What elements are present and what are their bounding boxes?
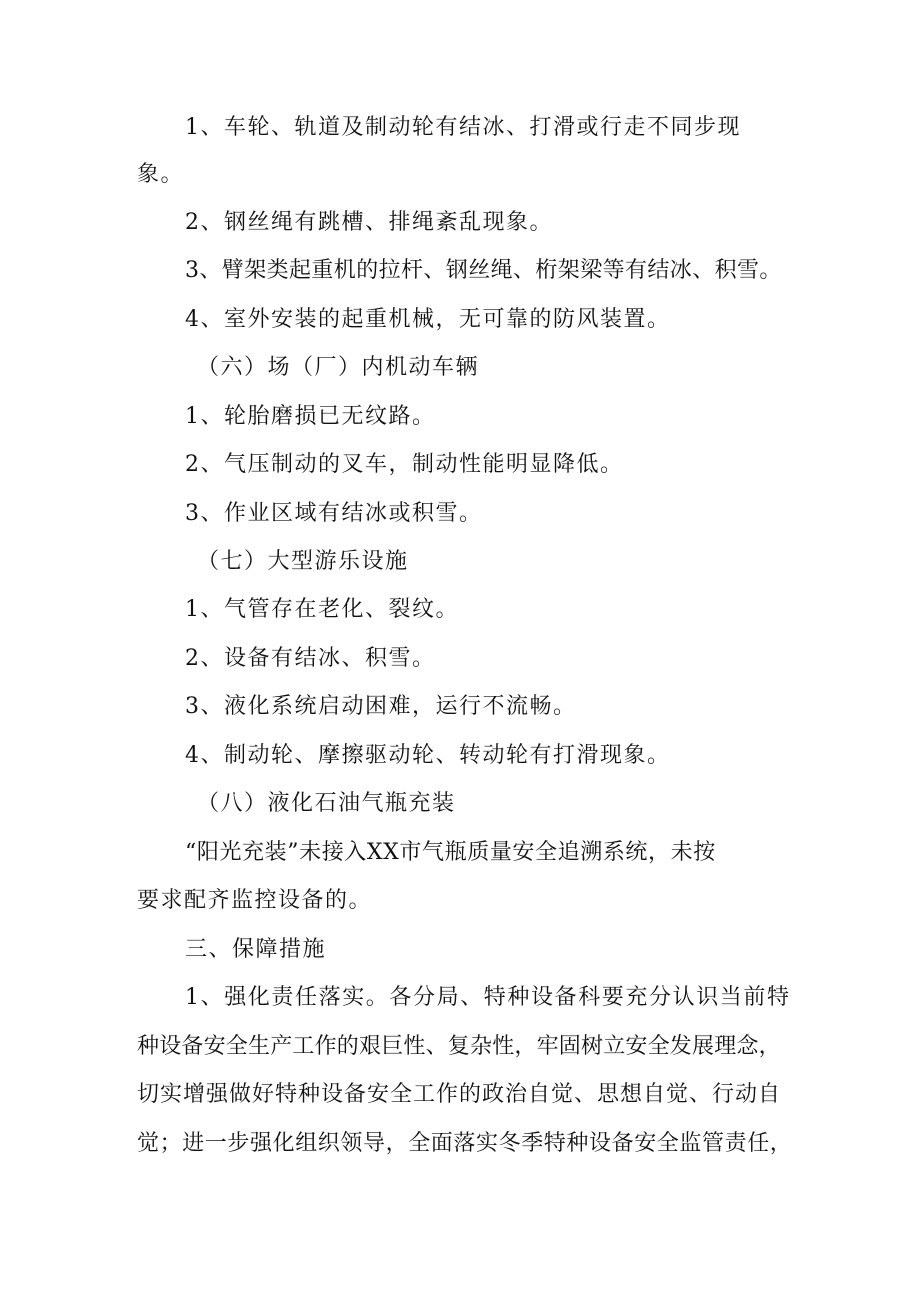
paragraph-line: 4、制动轮、摩擦驱动轮、转动轮有打滑现象。 [185, 743, 671, 768]
paragraph-line: 3、臂架类起重机的拉杆、钢丝绳、桁架梁等有结冰、积雪。 [185, 258, 782, 283]
paragraph-line: 象。 [137, 162, 185, 187]
paragraph-line: 3、液化系统启动困难，运行不流畅。 [185, 694, 577, 719]
paragraph-line: 4、室外安装的起重机械，无可靠的防风装置。 [185, 307, 671, 332]
paragraph-line: 要求配齐监控设备的。 [137, 888, 373, 913]
paragraph-line: 1、强化责任落实。各分局、特种设备科要充分认识当前特 [185, 985, 791, 1010]
paragraph-line: 2、气压制动的叉车，制动性能明显降低。 [185, 452, 624, 477]
paragraph-line: “阳光充装”未接入XX市气瓶质量安全追溯系统，未按 [185, 840, 716, 865]
section-heading: （八）液化石油气瓶充装 [197, 791, 456, 816]
paragraph-line: 1、轮胎磨损已无纹路。 [185, 404, 436, 429]
paragraph-line: 2、设备有结冰、积雪。 [185, 646, 436, 671]
paragraph-line: 1、车轮、轨道及制动轮有结冰、打滑或行走不同步现 [185, 115, 741, 140]
paragraph-line: 1、气管存在老化、裂纹。 [185, 597, 459, 622]
paragraph-line: 3、作业区域有结冰或积雪。 [185, 501, 483, 526]
section-heading: （七）大型游乐设施 [197, 549, 409, 574]
paragraph-line: 切实增强做好特种设备安全工作的政治自觉、思想自觉、行动自 [137, 1082, 782, 1107]
paragraph-line: 种设备安全生产工作的艰巨性、复杂性，牢固树立安全发展理念， [137, 1034, 781, 1059]
section-heading: （六）场（厂）内机动车辆 [197, 355, 480, 380]
paragraph-line: 2、钢丝绳有跳槽、排绳紊乱现象。 [185, 210, 553, 235]
paragraph-line: 觉；进一步强化组织领导，全面落实冬季特种设备安全监管责任， [137, 1131, 793, 1156]
section-heading: 三、保障措施 [185, 937, 327, 962]
